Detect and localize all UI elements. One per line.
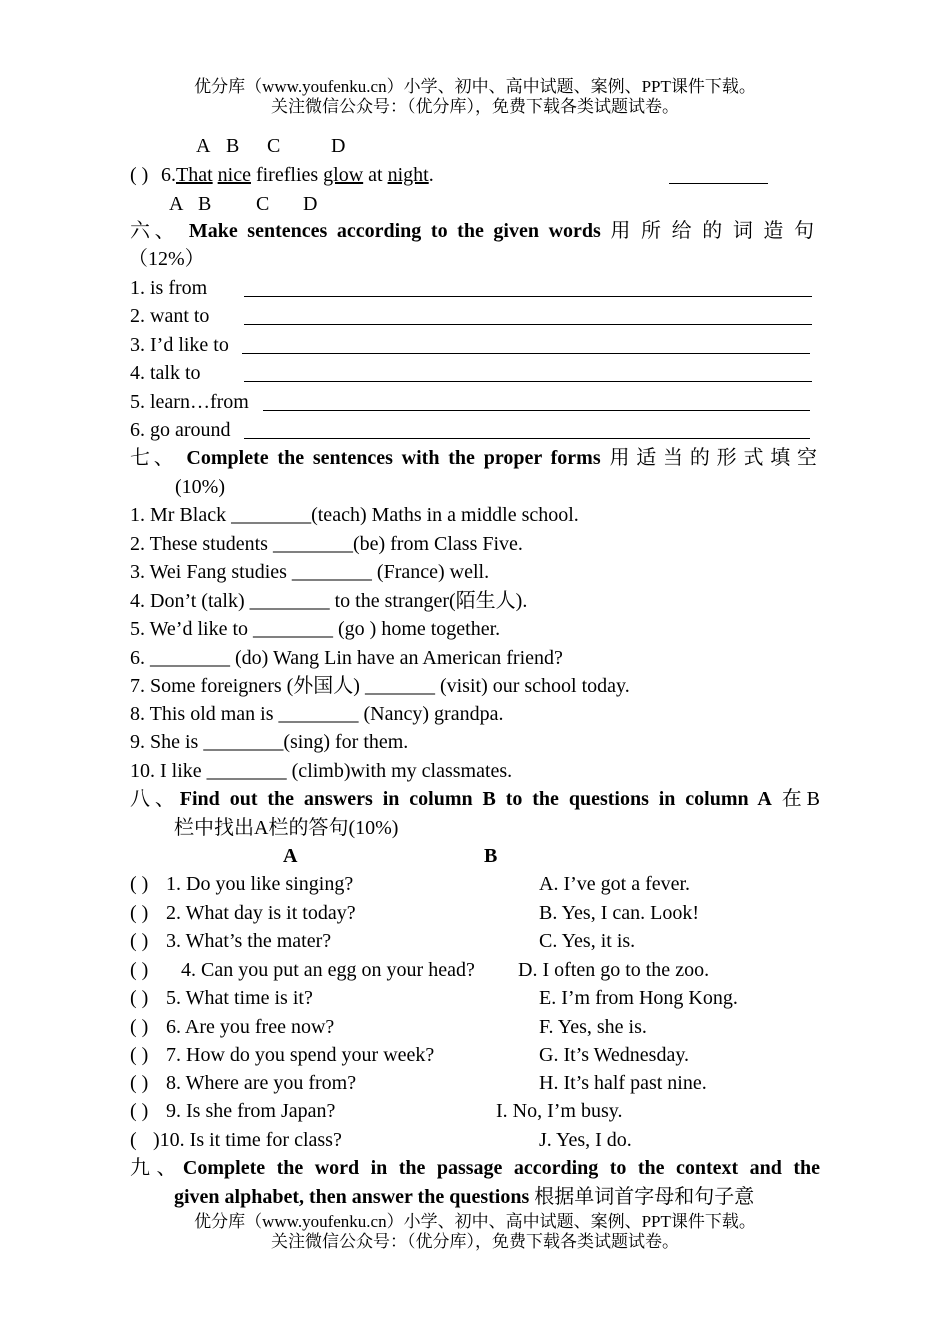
- make-sentence-4: 4. talk to: [130, 362, 201, 384]
- answer-line-4[interactable]: [244, 381, 812, 382]
- match-question: 5. What time is it?: [166, 987, 313, 1009]
- make-sentence-3: 3. I’d like to: [130, 334, 229, 356]
- word-that: That: [176, 164, 213, 186]
- option-letter: D: [331, 135, 346, 157]
- section-6-title: [130, 217, 820, 245]
- match-answer: B. Yes, I can. Look!: [539, 902, 699, 924]
- answer-line-6[interactable]: [244, 438, 810, 439]
- section-number: 六、: [130, 220, 180, 242]
- match-answer: A. I’ve got a fever.: [539, 873, 691, 895]
- section-9-title: [130, 1154, 820, 1182]
- make-sentence-2: 2. want to: [130, 305, 210, 327]
- fill-sentence-7: 7. Some foreigners (外国人) _______ (visit) our school today.: [130, 675, 630, 697]
- match-paren-open[interactable]: (: [130, 1129, 137, 1151]
- option-letter: A: [196, 135, 211, 157]
- match-question: 9. Is she from Japan?: [166, 1100, 336, 1122]
- option-letter: C: [256, 193, 270, 215]
- section-6-percent: （12%）: [128, 248, 205, 270]
- match-answer: J. Yes, I do.: [539, 1129, 632, 1151]
- match-paren[interactable]: ( ): [130, 987, 149, 1009]
- make-sentence-1: 1. is from: [130, 277, 208, 299]
- match-answer: G. It’s Wednesday.: [539, 1044, 690, 1066]
- section-7-title: [130, 444, 820, 472]
- word-at: at: [368, 164, 383, 186]
- word-night: night: [387, 164, 429, 186]
- fill-sentence-1: 1. Mr Black ________(teach) Maths in a middle school.: [130, 504, 579, 526]
- question-number: 6.: [161, 164, 176, 186]
- section-number: 九、: [130, 1157, 183, 1179]
- word-fireflies: fireflies: [255, 164, 319, 186]
- footer-line-1: 优分库（www.youfenku.cn）小学、初中、高中试题、案例、PPT课件下载。: [194, 1212, 756, 1231]
- section-title-en: Make sentences according to the given words: [188, 220, 601, 242]
- match-answer: I. No, I’m busy.: [496, 1100, 623, 1122]
- footer-line-2: 关注微信公众号：（优分库），免费下载各类试题试卷。: [271, 1232, 679, 1251]
- section-title-cn: 根据单词首字母和句子意: [534, 1186, 755, 1208]
- match-answer: H. It’s half past nine.: [539, 1072, 707, 1094]
- option-letter: A: [169, 193, 184, 215]
- section-9-title-cont: [174, 1185, 754, 1209]
- option-letter: B: [226, 135, 240, 157]
- answer-blank-q6[interactable]: [669, 183, 768, 184]
- answer-paren[interactable]: ( ): [130, 164, 149, 186]
- match-question: 2. What day is it today?: [166, 902, 356, 924]
- answer-line-1[interactable]: [244, 296, 812, 297]
- fill-sentence-2: 2. These students ________(be) from Class Five.: [130, 533, 523, 555]
- word-glow: glow: [323, 164, 364, 186]
- match-paren[interactable]: ( ): [130, 1100, 149, 1122]
- match-answer: D. I often go to the zoo.: [518, 959, 710, 981]
- section-8-title-cont: 栏中找出A栏的答句(10%): [174, 817, 399, 839]
- fill-sentence-5: 5. We’d like to ________ (go ) home together.: [130, 618, 501, 640]
- header-line-2: 关注微信公众号：（优分库），免费下载各类试题试卷。: [271, 97, 679, 116]
- period: .: [428, 164, 434, 186]
- fill-sentence-3: 3. Wei Fang studies ________ (France) well.: [130, 561, 490, 583]
- section-title-en: Find out the answers in column B to the questions in column A: [179, 788, 772, 810]
- match-question: 8. Where are you from?: [166, 1072, 357, 1094]
- make-sentence-5: 5. learn…from: [130, 391, 249, 413]
- column-b-header: B: [484, 845, 498, 867]
- option-letter: D: [303, 193, 318, 215]
- fill-sentence-6: 6. ________ (do) Wang Lin have an American friend?: [130, 647, 563, 669]
- answer-line-5[interactable]: [263, 410, 810, 411]
- match-paren[interactable]: ( ): [130, 1072, 149, 1094]
- match-question: 4. Can you put an egg on your head?: [181, 959, 475, 981]
- section-title-cn: 在B: [781, 788, 820, 810]
- answer-line-2[interactable]: [244, 324, 812, 325]
- match-question: )10. Is it time for class?: [153, 1129, 342, 1151]
- fill-sentence-4: 4. Don’t (talk) ________ to the stranger(陌生人).: [130, 590, 528, 612]
- header-line-1: 优分库（www.youfenku.cn）小学、初中、高中试题、案例、PPT课件下载。: [194, 77, 756, 96]
- section-title-cn: 用适当的形式填空: [609, 447, 821, 469]
- match-question: 7. How do you spend your week?: [166, 1044, 435, 1066]
- make-sentence-6: 6. go around: [130, 419, 231, 441]
- match-answer: F. Yes, she is.: [539, 1016, 647, 1038]
- section-8-title: [130, 785, 820, 813]
- match-paren[interactable]: ( ): [130, 959, 149, 981]
- match-paren[interactable]: ( ): [130, 1016, 149, 1038]
- section-title-cn: 用所给的词造句: [610, 220, 821, 242]
- section-7-percent: (10%): [175, 476, 225, 498]
- fill-sentence-9: 9. She is ________(sing) for them.: [130, 731, 409, 753]
- section-title-en: Complete the word in the passage according to the context and the: [182, 1157, 820, 1179]
- match-paren[interactable]: ( ): [130, 873, 149, 895]
- section-title-en-cont: given alphabet, then answer the questions: [174, 1186, 530, 1208]
- option-letter: C: [267, 135, 281, 157]
- section-number: 七、: [130, 447, 178, 469]
- match-answer: E. I’m from Hong Kong.: [539, 987, 738, 1009]
- section-title-en: Complete the sentences with the proper forms: [186, 447, 601, 469]
- section-number: 八、: [130, 788, 180, 810]
- fill-sentence-8: 8. This old man is ________ (Nancy) grandpa.: [130, 703, 504, 725]
- match-question: 1. Do you like singing?: [166, 873, 354, 895]
- match-question: 6. Are you free now?: [166, 1016, 335, 1038]
- answer-line-3[interactable]: [242, 353, 810, 354]
- column-a-header: A: [283, 845, 298, 867]
- match-paren[interactable]: ( ): [130, 1044, 149, 1066]
- word-nice: nice: [217, 164, 251, 186]
- match-paren[interactable]: ( ): [130, 930, 149, 952]
- option-letter: B: [198, 193, 212, 215]
- match-paren[interactable]: ( ): [130, 902, 149, 924]
- match-answer: C. Yes, it is.: [539, 930, 636, 952]
- match-question: 3. What’s the mater?: [166, 930, 332, 952]
- fill-sentence-10: 10. I like ________ (climb)with my classmates.: [130, 760, 513, 782]
